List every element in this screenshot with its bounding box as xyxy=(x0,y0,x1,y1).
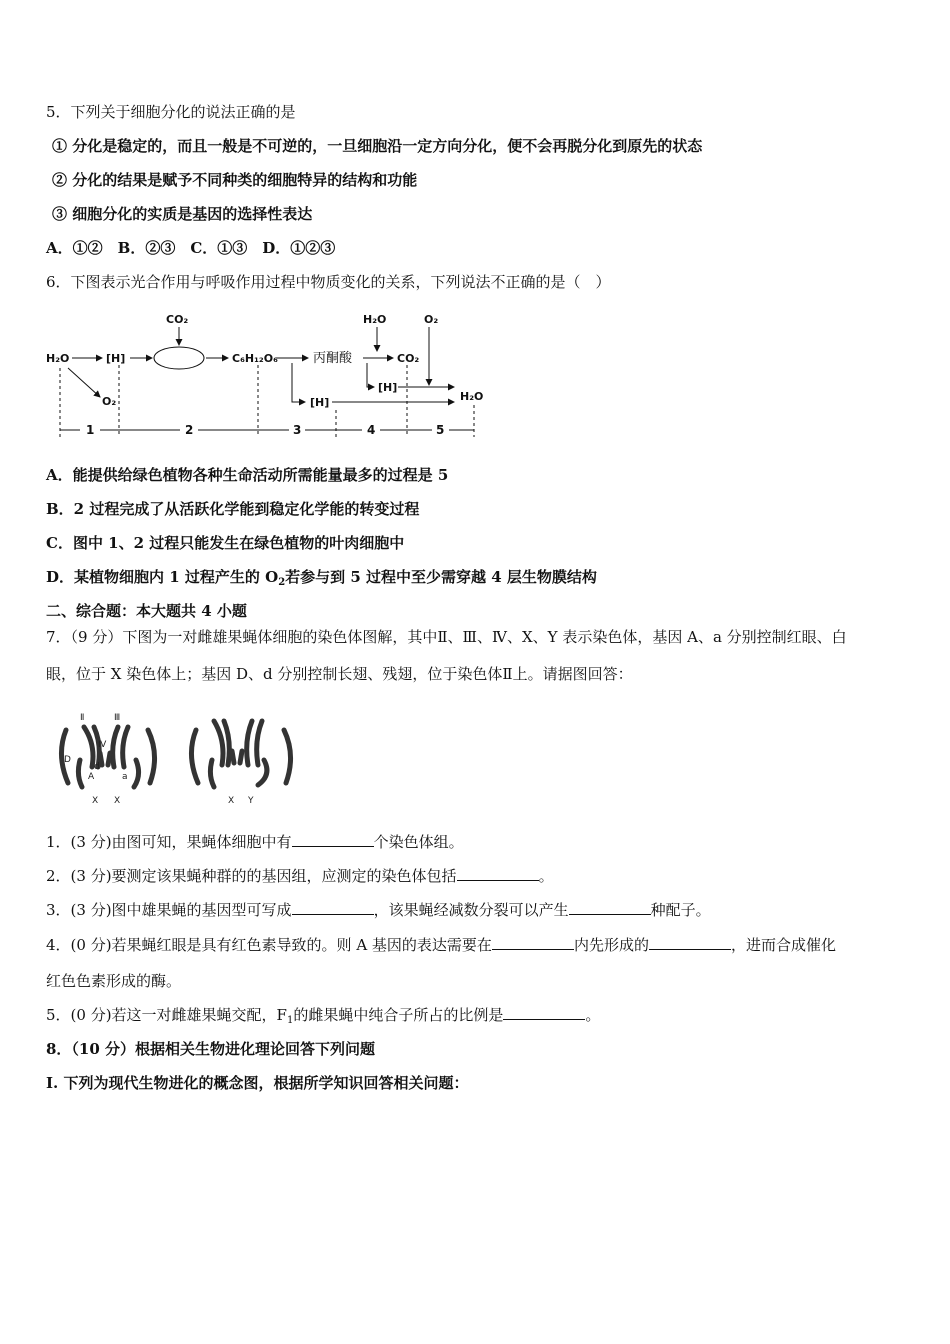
label-h-1: [H] xyxy=(106,352,126,365)
process-4-label: 4 xyxy=(367,423,376,437)
process-1-label: 1 xyxy=(86,423,95,437)
process-2-label: 2 xyxy=(185,423,194,437)
section-2-heading: 二、综合题：本大题共 4 小题 xyxy=(46,602,247,620)
q5-options: A．①② B．②③ C．①③ D．①②③ xyxy=(46,239,336,257)
label-glucose: C₆H₁₂O₆ xyxy=(232,352,278,365)
q6-option-a: A．能提供给绿色植物各种生命活动所需能量最多的过程是 5 xyxy=(46,466,449,484)
fig-label-x-3: X xyxy=(228,796,235,806)
q7-sub5: 5．(0 分)若这一对雌雄果蝇交配，$F_1$的雌果蝇中纯合子所占的比例是 。 xyxy=(46,1006,601,1026)
photosynthesis-respiration-diagram xyxy=(40,305,500,445)
fig-label-ii: Ⅱ xyxy=(80,713,85,723)
label-co2-2: CO₂ xyxy=(397,352,420,365)
q7-sub2: 2．(3 分)要测定该果蝇种群的的基因组，应测定的染色体包括 。 xyxy=(46,867,554,885)
q7-sub4-line2: 红色色素形成的酶。 xyxy=(46,972,182,990)
q6-option-b: B．2 过程完成了从活跃化学能到稳定化学能的转变过程 xyxy=(46,500,420,518)
fig-label-d-upper: D xyxy=(64,755,71,765)
fruitfly-chromosome-figure xyxy=(52,705,312,810)
q7-sub1: 1．(3 分)由图可知，果蝇体细胞中有 个染色体组。 xyxy=(46,833,464,851)
answer-blank[interactable] xyxy=(503,1005,585,1020)
answer-blank[interactable] xyxy=(292,900,374,915)
label-pyruvate: 丙酮酸 xyxy=(313,351,353,366)
process-5-label: 5 xyxy=(436,423,445,437)
q6-option-c: C．图中 1、2 过程只能发生在绿色植物的叶肉细胞中 xyxy=(46,534,405,552)
answer-blank[interactable] xyxy=(292,832,374,847)
answer-blank[interactable] xyxy=(457,866,539,881)
q7-sub3: 3．(3 分)图中雄果蝇的基因型可写成 ，该果蝇经减数分裂可以产生 种配子。 xyxy=(46,901,711,919)
answer-blank[interactable] xyxy=(649,935,731,950)
label-h2o-3: H₂O xyxy=(460,390,484,403)
q7-sub4: 4．(0 分)若果蝇红眼是具有红色素导致的。则 A 基因的表达需要在 内先形成的 ，进而合成催化 xyxy=(46,936,836,954)
fig-label-x-1: X xyxy=(92,796,99,806)
q5-statement-3: ③ 细胞分化的实质是基因的选择性表达 xyxy=(52,205,313,223)
process-3-label: 3 xyxy=(293,423,302,437)
answer-blank[interactable] xyxy=(569,900,651,915)
fig-label-a-upper: A xyxy=(88,772,95,782)
label-h-3: [H] xyxy=(310,396,330,409)
q5-statement-2: ② 分化的结果是赋予不同种类的细胞特异的结构和功能 xyxy=(52,171,418,189)
q5-statement-1: ① 分化是稳定的，而且一般是不可逆的，一旦细胞沿一定方向分化，便不会再脱分化到原先的状态 xyxy=(52,137,703,155)
q5-stem: 5．下列关于细胞分化的说法正确的是 xyxy=(46,103,296,121)
label-o2-2: O₂ xyxy=(424,313,439,326)
fig-label-x-2: X xyxy=(114,796,121,806)
answer-blank[interactable] xyxy=(492,935,574,950)
fig-label-iii: Ⅲ xyxy=(114,713,121,723)
q6-option-d: D．某植物细胞内 1 过程产生的 $O_2$若参与到 5 过程中至少需穿越 4 层生物膜结构 xyxy=(46,568,597,588)
q8-part1: I. 下列为现代生物进化的概念图，根据所学知识回答相关问题： xyxy=(46,1074,469,1092)
fig-label-a-lower: a xyxy=(122,772,128,782)
q6-stem: 6．下图表示光合作用与呼吸作用过程中物质变化的关系，下列说法不正确的是（ ） xyxy=(46,273,611,291)
q7-stem-line1: 7．（9 分）下图为一对雌雄果蝇体细胞的染色体图解，其中Ⅱ、Ⅲ、Ⅳ、X、Y 表示染色体，基因 A、a 分别控制红眼、白 xyxy=(46,628,847,646)
q7-stem-line2: 眼，位于 X 染色体上；基因 D、d 分别控制长翅、残翅，位于染色体Ⅱ上。请据图回答： xyxy=(46,665,633,683)
q8-stem: 8．（10 分）根据相关生物进化理论回答下列问题 xyxy=(46,1040,376,1058)
label-h-2: [H] xyxy=(378,381,398,394)
label-h2o-1: H₂O xyxy=(46,352,70,365)
fig-label-d-lower: d xyxy=(94,762,100,772)
label-co2-1: CO₂ xyxy=(166,313,189,326)
label-h2o-2: H₂O xyxy=(363,313,387,326)
label-o2-1: O₂ xyxy=(102,395,117,408)
fig-label-y: Y xyxy=(248,796,254,806)
fig-label-iv: Ⅳ xyxy=(98,740,107,750)
